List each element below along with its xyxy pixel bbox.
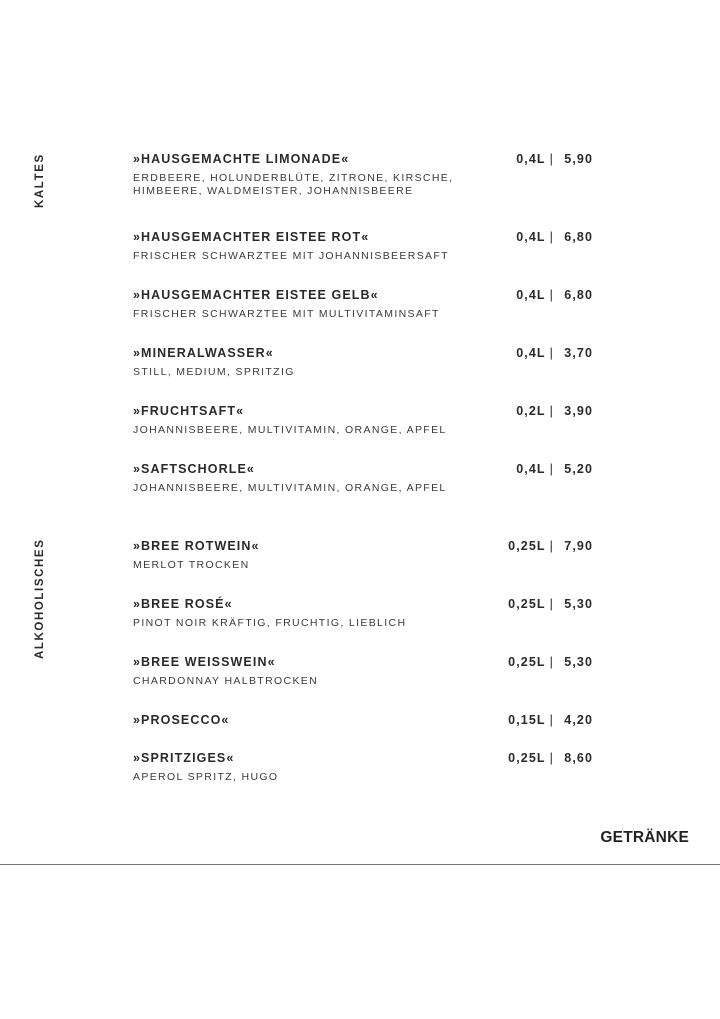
item-price-line xyxy=(508,596,593,612)
section-label-kaltes: KALTES xyxy=(34,153,46,209)
item-description: PINOT NOIR KRÄFTIG, FRUCHTIG, LIEBLICH xyxy=(133,617,407,629)
item-price: 4,20 xyxy=(564,713,593,727)
item-volume: 0,4L xyxy=(516,230,546,244)
item-price: 7,90 xyxy=(564,539,593,553)
item-price: 5,30 xyxy=(564,655,593,669)
item-volume: 0,25L xyxy=(508,751,546,765)
item-price-line xyxy=(516,151,593,167)
price-separator: | xyxy=(549,288,554,302)
menu-item xyxy=(133,287,593,321)
item-volume: 0,4L xyxy=(516,152,546,166)
item-description: FRISCHER SCHWARZTEE MIT JOHANNISBEERSAFT xyxy=(133,250,449,262)
price-separator: | xyxy=(549,655,554,669)
item-price: 3,90 xyxy=(564,404,593,418)
item-volume: 0,4L xyxy=(516,288,546,302)
item-price: 6,80 xyxy=(564,230,593,244)
item-price-line xyxy=(516,345,593,361)
menu-item xyxy=(133,345,593,379)
section-label-alkoholisches: ALKOHOLISCHES xyxy=(34,538,46,660)
item-description: STILL, MEDIUM, SPRITZIG xyxy=(133,366,295,378)
item-price-line xyxy=(516,229,593,245)
menu-item xyxy=(133,461,593,495)
menu-item xyxy=(133,538,593,572)
item-volume: 0,15L xyxy=(508,713,546,727)
price-separator: | xyxy=(549,539,554,553)
item-price-line xyxy=(508,750,593,766)
item-name: »PROSECCO« xyxy=(133,713,230,727)
item-price: 5,90 xyxy=(564,152,593,166)
item-description: JOHANNISBEERE, MULTIVITAMIN, ORANGE, APFEL xyxy=(133,482,447,494)
item-price: 6,80 xyxy=(564,288,593,302)
price-separator: | xyxy=(549,346,554,360)
menu-item xyxy=(133,750,593,784)
footer-divider xyxy=(0,864,720,865)
item-volume: 0,25L xyxy=(508,597,546,611)
item-name: »BREE WEISSWEIN« xyxy=(133,655,276,669)
item-price-line xyxy=(508,654,593,670)
item-name: »BREE ROSÉ« xyxy=(133,597,233,611)
item-name: »BREE ROTWEIN« xyxy=(133,539,260,553)
item-volume: 0,25L xyxy=(508,539,546,553)
item-name: »SAFTSCHORLE« xyxy=(133,462,255,476)
item-name: »HAUSGEMACHTER EISTEE ROT« xyxy=(133,230,370,244)
item-name: »FRUCHTSAFT« xyxy=(133,404,245,418)
menu-item xyxy=(133,712,593,728)
price-separator: | xyxy=(549,404,554,418)
item-description: CHARDONNAY HALBTROCKEN xyxy=(133,675,319,687)
item-name: »SPRITZIGES« xyxy=(133,751,235,765)
item-volume: 0,2L xyxy=(516,404,546,418)
item-description: ERDBEERE, HOLUNDERBLÜTE, ZITRONE, KIRSCHE, HIMBEERE, WALDMEISTER, JOHANNISBEERE xyxy=(133,172,454,197)
item-description: FRISCHER SCHWARZTEE MIT MULTIVITAMINSAFT xyxy=(133,308,440,320)
price-separator: | xyxy=(549,751,554,765)
price-separator: | xyxy=(549,230,554,244)
item-price: 3,70 xyxy=(564,346,593,360)
menu-item xyxy=(133,229,593,263)
menu-item xyxy=(133,654,593,688)
price-separator: | xyxy=(549,713,554,727)
item-price: 5,30 xyxy=(564,597,593,611)
item-price-line xyxy=(508,538,593,554)
item-name: »HAUSGEMACHTER EISTEE GELB« xyxy=(133,288,379,302)
price-separator: | xyxy=(549,462,554,476)
page-title: GETRÄNKE xyxy=(600,829,689,846)
item-name: »HAUSGEMACHTE LIMONADE« xyxy=(133,152,350,166)
item-name: »MINERALWASSER« xyxy=(133,346,274,360)
price-separator: | xyxy=(549,152,554,166)
menu-item xyxy=(133,403,593,437)
item-price: 5,20 xyxy=(564,462,593,476)
item-volume: 0,4L xyxy=(516,346,546,360)
item-price: 8,60 xyxy=(564,751,593,765)
item-description: JOHANNISBEERE, MULTIVITAMIN, ORANGE, APFEL xyxy=(133,424,447,436)
menu-item xyxy=(133,596,593,630)
item-description: APEROL SPRITZ, HUGO xyxy=(133,771,279,783)
item-price-line xyxy=(516,461,593,477)
menu-item xyxy=(133,151,593,197)
item-description: MERLOT TROCKEN xyxy=(133,559,250,571)
item-price-line xyxy=(508,712,593,728)
item-volume: 0,25L xyxy=(508,655,546,669)
item-volume: 0,4L xyxy=(516,462,546,476)
item-price-line xyxy=(516,403,593,419)
price-separator: | xyxy=(549,597,554,611)
item-price-line xyxy=(516,287,593,303)
